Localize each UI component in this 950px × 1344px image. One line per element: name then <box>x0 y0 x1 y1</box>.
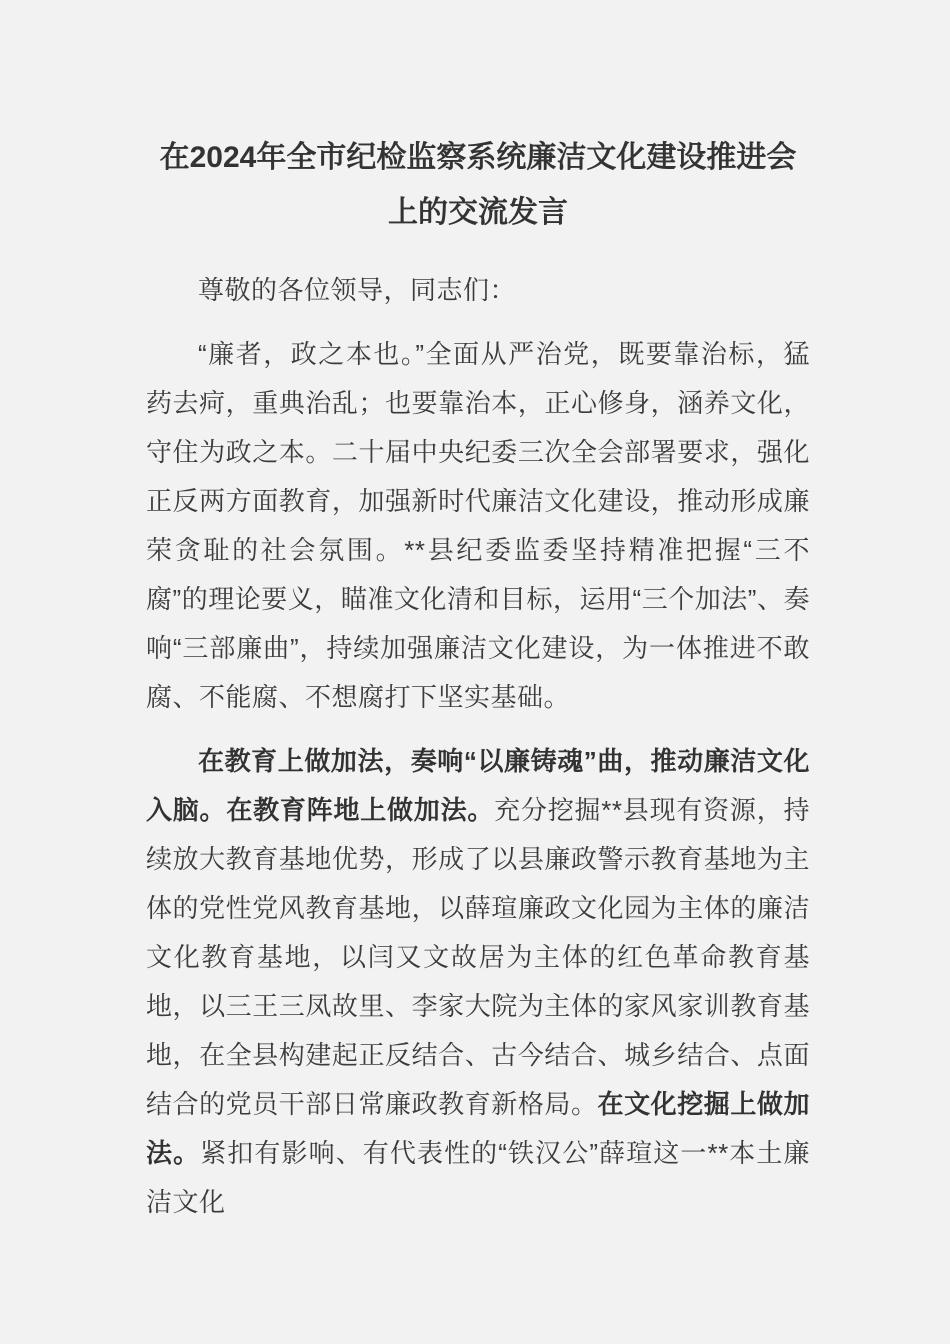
text-run: 充分挖掘**县现有资源，持续放大教育基地优势，形成了以县廉政警示教育基地为主体的党性党风教育基地，以薛瑄廉政文化园为主体的廉洁文化教育基地，以闫又文故居为主体的红色革命教育基地，以三王三凤故里、李家大院为主体的家风家训教育基地，在全县构建起正反结合、古今结合、城乡结合、点面结合的党员干部日常廉政教育新格局。 <box>146 795 810 1119</box>
text-run: “廉者，政之本也。”全面从严治党，既要靠治标，猛药去疴，重典治乱；也要靠治本，正心修身，涵养文化，守住为政之本。二十届中央纪委三次全会部署要求，强化正反两方面教育，加强新时代廉洁文化建设，推动形成廉荣贪耻的社会氛围。**县纪委监委坚持精准把握“三不腐”的理论要义，瞄准文化清和目标，运用“三个加法”、奏响“三部廉曲”，持续加强廉洁文化建设，为一体推进不敢腐、不能腐、不想腐打下坚实基础。 <box>146 339 810 712</box>
text-run: 紧扣有影响、有代表性的“铁汉公”薛瑄这一**本土廉洁文化 <box>146 1138 810 1217</box>
paragraph <box>146 330 810 722</box>
paragraph <box>146 266 810 315</box>
text-run: 尊敬的各位领导，同志们： <box>198 275 517 305</box>
paragraph <box>146 737 810 1227</box>
document-title: 在2024年全市纪检监察系统廉洁文化建设推进会上的交流发言 <box>159 141 797 229</box>
document-body <box>146 266 810 1227</box>
bold-text-run: 在文化挖掘上做加法。 <box>146 1089 810 1168</box>
bold-text-run: 在教育上做加法，奏响“以廉铸魂”曲，推动廉洁文化入脑。在教育阵地上做加法。 <box>146 746 810 825</box>
